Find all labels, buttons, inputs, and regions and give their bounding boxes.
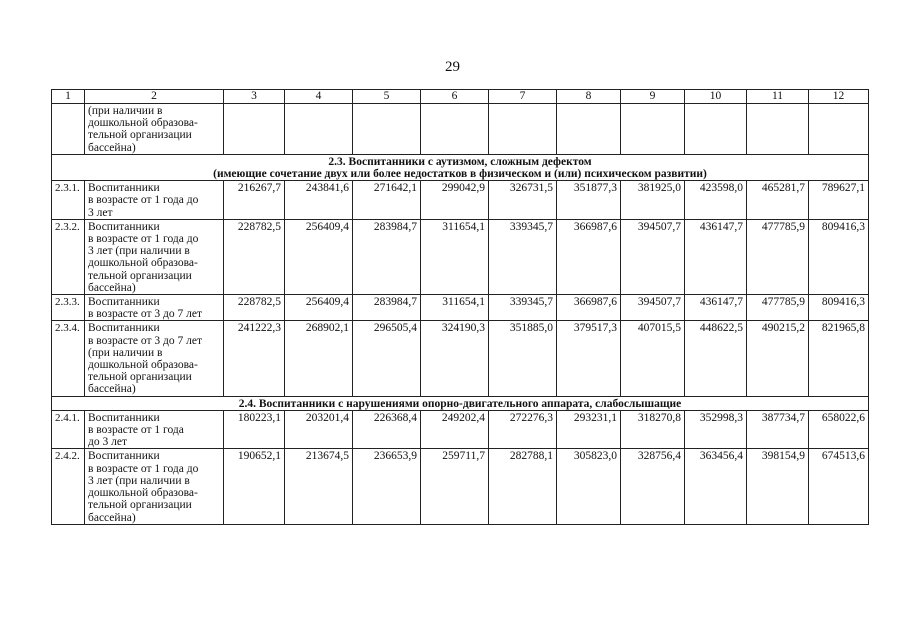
- empty-cell: [621, 104, 685, 155]
- value-cell: 339345,7: [489, 219, 557, 294]
- value-cell: 394507,7: [621, 295, 685, 321]
- value-cell: 387734,7: [747, 410, 809, 449]
- row-code: 2.3.3.: [52, 295, 85, 321]
- value-cell: 180223,1: [224, 410, 285, 449]
- row-code: 2.4.2.: [52, 449, 85, 524]
- value-cell: 339345,7: [489, 295, 557, 321]
- value-cell: 366987,6: [557, 219, 621, 294]
- column-header-row: [52, 90, 869, 104]
- row-description: Воспитанники в возрасте от 1 года до 3 лет (при наличии в дошкольной образова- тельной организации бассейна): [85, 449, 224, 524]
- table-row: [52, 410, 869, 449]
- table-body: [52, 90, 869, 525]
- empty-cell: [224, 104, 285, 155]
- row-description: Воспитанники в возрасте от 1 года до 3 лет: [85, 410, 224, 449]
- value-cell: 352998,3: [685, 410, 747, 449]
- empty-cell: [421, 104, 489, 155]
- section-title: 2.3. Воспитанники с аутизмом, сложным дефектом (имеющие сочетание двух или более недостатков в физическом и (или) психическом развитии): [52, 154, 869, 180]
- value-cell: 299042,9: [421, 181, 489, 220]
- row-code: 2.3.4.: [52, 321, 85, 396]
- row-description: (при наличии в дошкольной образова- тельной организации бассейна): [85, 104, 224, 155]
- row-description: Воспитанники в возрасте от 3 до 7 лет (при наличии в дошкольной образова- тельной организации бассейна): [85, 321, 224, 396]
- value-cell: 293231,1: [557, 410, 621, 449]
- value-cell: 256409,4: [285, 219, 353, 294]
- value-cell: 465281,7: [747, 181, 809, 220]
- value-cell: 328756,4: [621, 449, 685, 524]
- value-cell: 226368,4: [353, 410, 421, 449]
- value-cell: 658022,6: [809, 410, 869, 449]
- column-header: 4: [285, 90, 353, 104]
- value-cell: 363456,4: [685, 449, 747, 524]
- value-cell: 203201,4: [285, 410, 353, 449]
- page-number: 29: [445, 59, 460, 75]
- column-header: 8: [557, 90, 621, 104]
- empty-cell: [489, 104, 557, 155]
- table-row: [52, 181, 869, 220]
- value-cell: 448622,5: [685, 321, 747, 396]
- value-cell: 228782,5: [224, 219, 285, 294]
- column-header: 1: [52, 90, 85, 104]
- column-header: 6: [421, 90, 489, 104]
- value-cell: 268902,1: [285, 321, 353, 396]
- continuation-row: [52, 104, 869, 155]
- row-code-cell: [52, 104, 85, 155]
- value-cell: 318270,8: [621, 410, 685, 449]
- value-cell: 398154,9: [747, 449, 809, 524]
- table-row: [52, 295, 869, 321]
- empty-cell: [353, 104, 421, 155]
- value-cell: 490215,2: [747, 321, 809, 396]
- value-cell: 477785,9: [747, 219, 809, 294]
- table-row: [52, 321, 869, 396]
- value-cell: 272276,3: [489, 410, 557, 449]
- row-code: 2.4.1.: [52, 410, 85, 449]
- section-title: 2.4. Воспитанники с нарушениями опорно-двигательного аппарата, слабослышащие: [52, 396, 869, 410]
- value-cell: 283984,7: [353, 295, 421, 321]
- value-cell: 436147,7: [685, 295, 747, 321]
- value-cell: 674513,6: [809, 449, 869, 524]
- value-cell: 190652,1: [224, 449, 285, 524]
- column-header: 12: [809, 90, 869, 104]
- value-cell: 311654,1: [421, 295, 489, 321]
- column-header: 10: [685, 90, 747, 104]
- row-code: 2.3.2.: [52, 219, 85, 294]
- value-cell: 283984,7: [353, 219, 421, 294]
- value-cell: 305823,0: [557, 449, 621, 524]
- value-cell: 394507,7: [621, 219, 685, 294]
- value-cell: 407015,5: [621, 321, 685, 396]
- row-description: Воспитанники в возрасте от 1 года до 3 лет (при наличии в дошкольной образова- тельной организации бассейна): [85, 219, 224, 294]
- row-description: Воспитанники в возрасте от 3 до 7 лет: [85, 295, 224, 321]
- value-cell: 809416,3: [809, 295, 869, 321]
- value-cell: 351885,0: [489, 321, 557, 396]
- column-header: 5: [353, 90, 421, 104]
- column-header: 7: [489, 90, 557, 104]
- value-cell: 351877,3: [557, 181, 621, 220]
- value-cell: 789627,1: [809, 181, 869, 220]
- row-description: Воспитанники в возрасте от 1 года до 3 лет: [85, 181, 224, 220]
- empty-cell: [285, 104, 353, 155]
- table-row: [52, 449, 869, 524]
- value-cell: 324190,3: [421, 321, 489, 396]
- value-cell: 213674,5: [285, 449, 353, 524]
- value-cell: 311654,1: [421, 219, 489, 294]
- empty-cell: [747, 104, 809, 155]
- value-cell: 256409,4: [285, 295, 353, 321]
- value-cell: 259711,7: [421, 449, 489, 524]
- value-cell: 423598,0: [685, 181, 747, 220]
- value-cell: 366987,6: [557, 295, 621, 321]
- table-row: [52, 219, 869, 294]
- row-code: 2.3.1.: [52, 181, 85, 220]
- column-header: 9: [621, 90, 685, 104]
- value-cell: 379517,3: [557, 321, 621, 396]
- value-cell: 271642,1: [353, 181, 421, 220]
- value-cell: 326731,5: [489, 181, 557, 220]
- value-cell: 216267,7: [224, 181, 285, 220]
- value-cell: 809416,3: [809, 219, 869, 294]
- column-header: 2: [85, 90, 224, 104]
- value-cell: 243841,6: [285, 181, 353, 220]
- value-cell: 236653,9: [353, 449, 421, 524]
- empty-cell: [557, 104, 621, 155]
- tariff-table: [51, 89, 869, 525]
- section-header-row: [52, 154, 869, 180]
- value-cell: 282788,1: [489, 449, 557, 524]
- value-cell: 241222,3: [224, 321, 285, 396]
- value-cell: 477785,9: [747, 295, 809, 321]
- empty-cell: [685, 104, 747, 155]
- value-cell: 249202,4: [421, 410, 489, 449]
- empty-cell: [809, 104, 869, 155]
- section-header-row: [52, 396, 869, 410]
- value-cell: 381925,0: [621, 181, 685, 220]
- column-header: 3: [224, 90, 285, 104]
- value-cell: 436147,7: [685, 219, 747, 294]
- value-cell: 228782,5: [224, 295, 285, 321]
- value-cell: 821965,8: [809, 321, 869, 396]
- value-cell: 296505,4: [353, 321, 421, 396]
- column-header: 11: [747, 90, 809, 104]
